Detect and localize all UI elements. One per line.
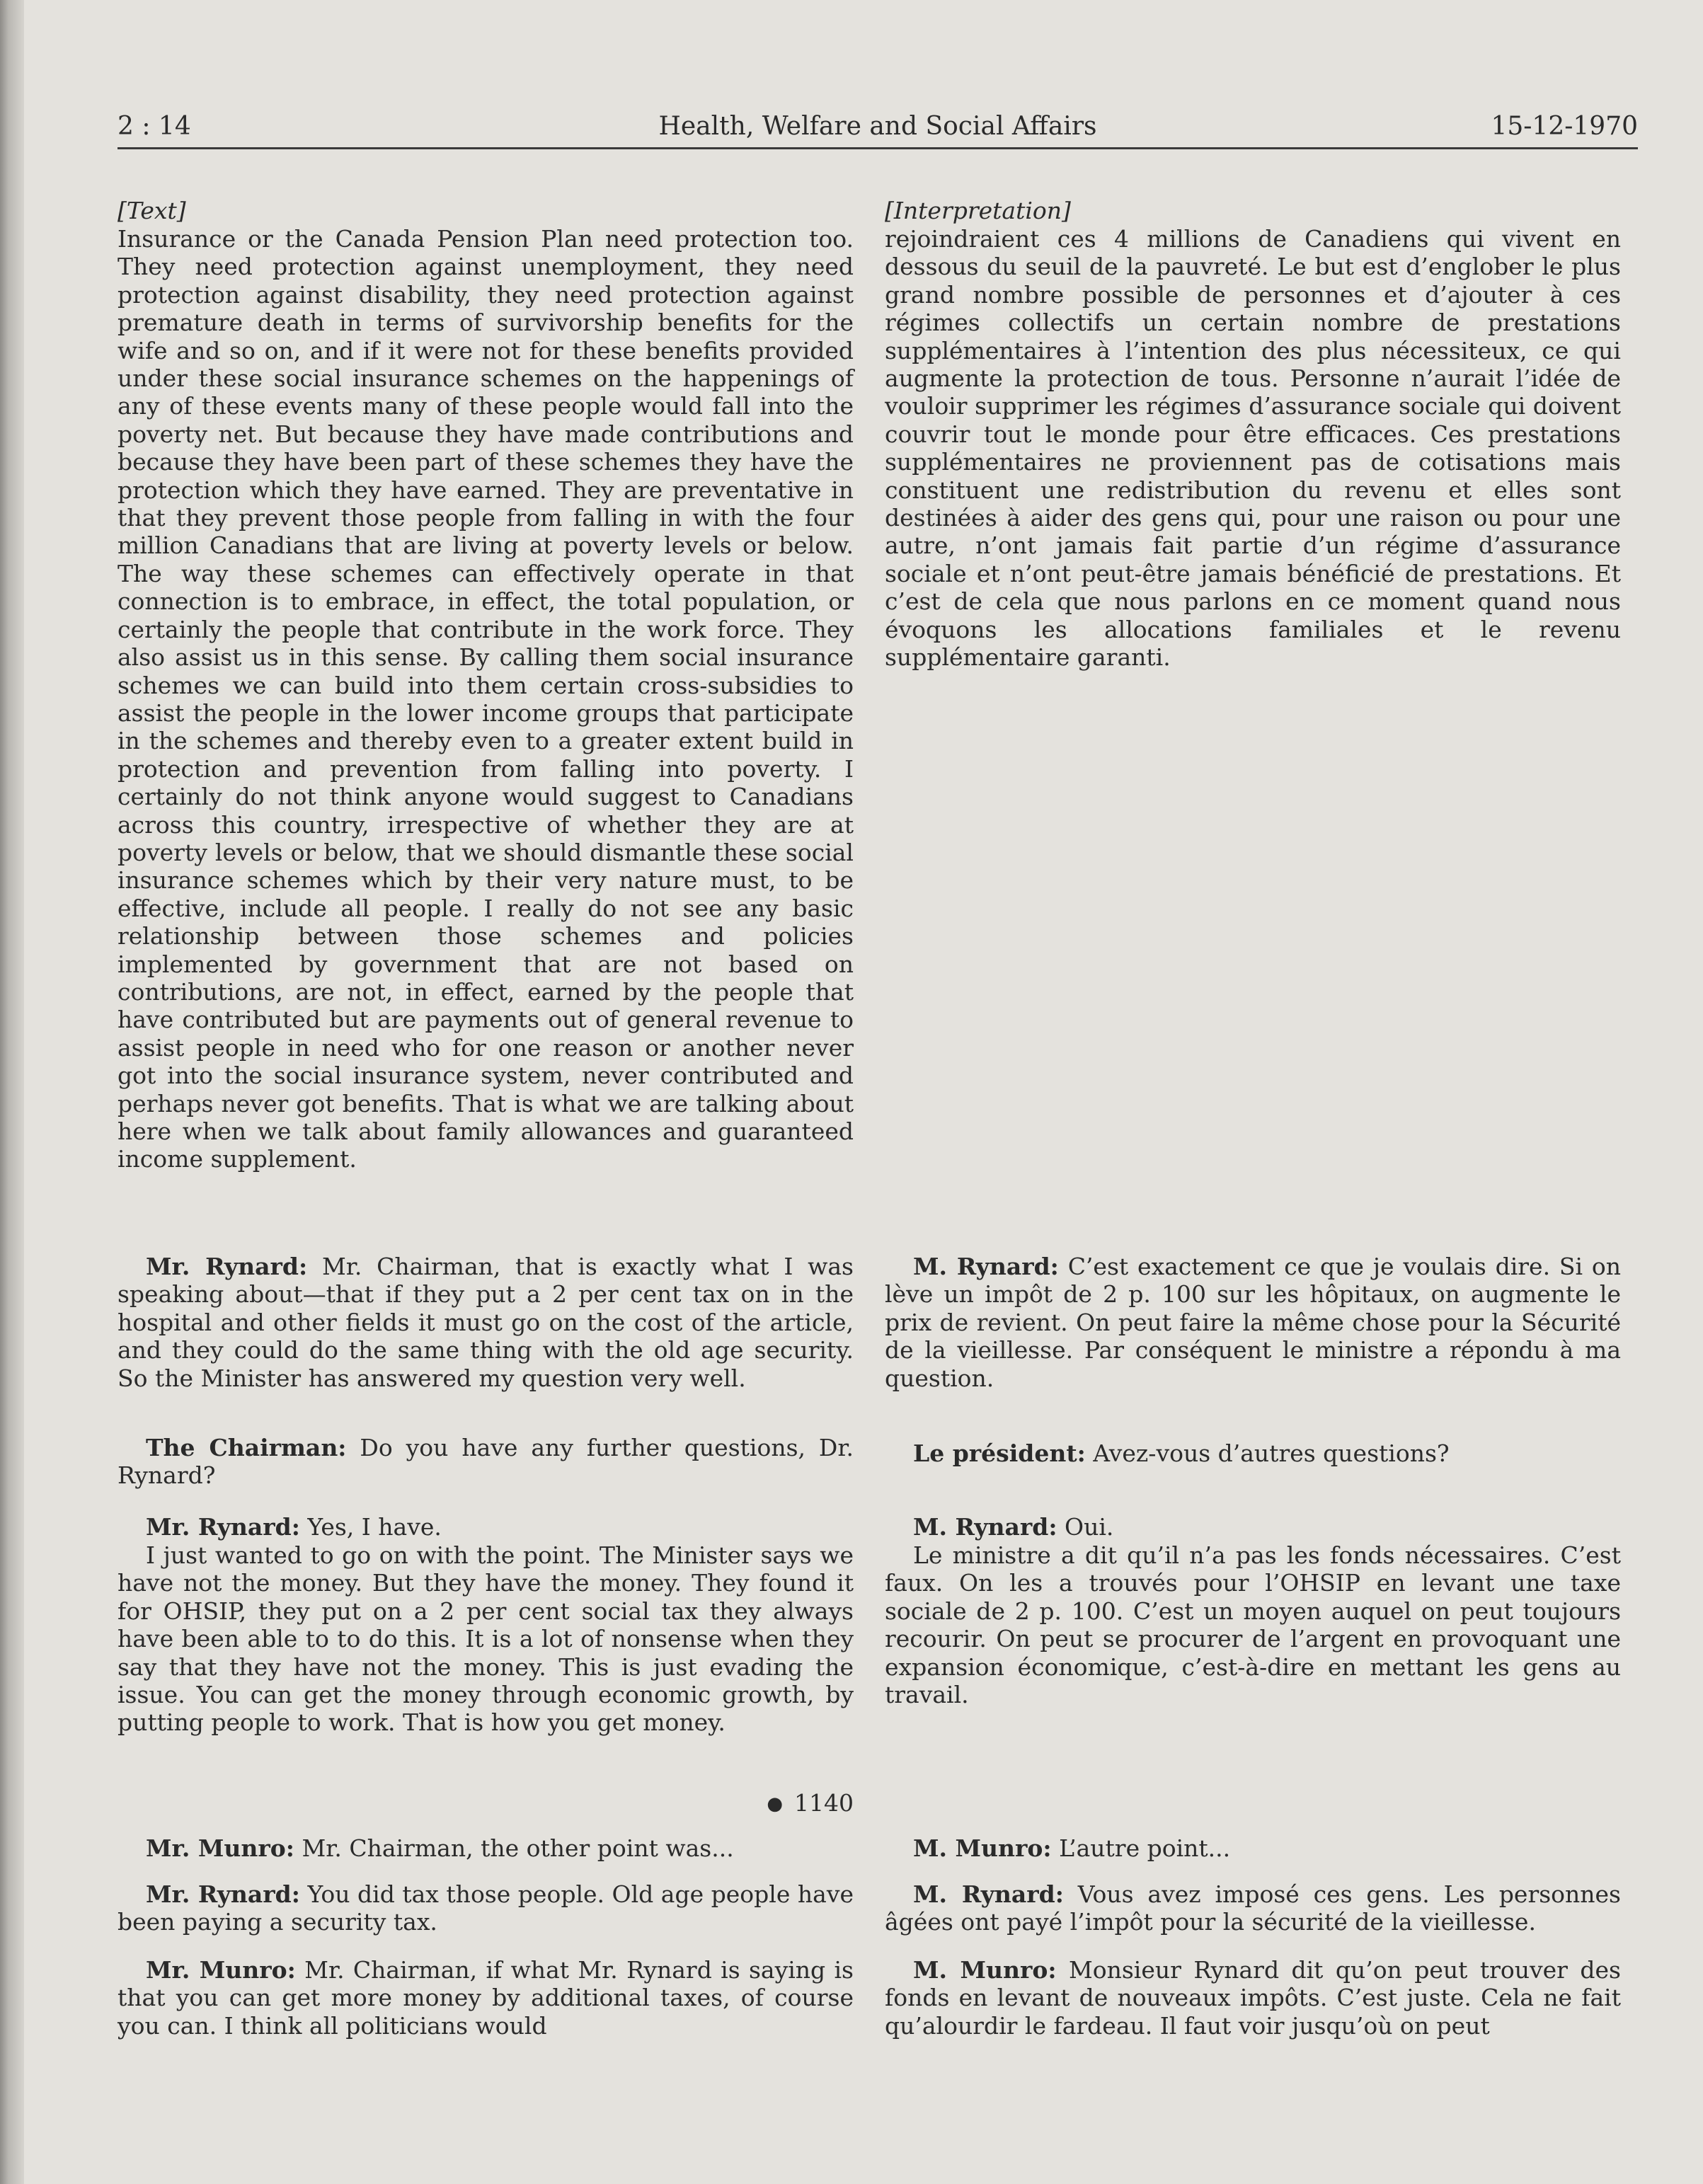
- speech-munro-1-fr: [885, 1834, 1621, 1862]
- speech-text: Avez-vous d’autres questions?: [1093, 1439, 1450, 1467]
- page-number: 2 : 14: [117, 112, 191, 141]
- page-header: [117, 108, 1638, 149]
- french-paragraph: Le ministre a dit qu’il n’a pas les fonds nécessaires. C’est faux. On les a trouvés pour l’OHSIP en levant une taxe sociale de 2 p. 100. C’est un moyen auquel on peut toujours recourir. On peut se procurer de l’argent en provoquant une expansion économique, c’est-à-dire en mettant les gens au travail.: [885, 1541, 1621, 1709]
- speech-munro-2: [117, 1956, 854, 2040]
- speech-text: Oui.: [1065, 1513, 1114, 1541]
- column-label-text: [Text]: [117, 197, 186, 224]
- header-date: 15-12-1970: [1491, 112, 1638, 141]
- speech-chairman: [117, 1434, 854, 1490]
- bullet-icon: ●: [767, 1793, 784, 1815]
- speaker-name: M. Munro:: [913, 1956, 1057, 1984]
- speech-text: Mr. Chairman, if what Mr. Rynard is saying is that you can get more money by additional taxes, of course you can. I think all politicians would: [117, 1956, 854, 2040]
- speaker-name: Mr. Rynard:: [146, 1880, 300, 1908]
- speaker-name: Mr. Munro:: [146, 1834, 294, 1862]
- speech-rynard-1-fr: [885, 1253, 1621, 1392]
- speaker-name: M. Rynard:: [913, 1880, 1064, 1908]
- speaker-name: Mr. Rynard:: [146, 1253, 308, 1280]
- english-paragraph: Insurance or the Canada Pension Plan need protection too. They need protection against unemployment, they need protection against disability, they need protection against premature death in terms of survivorship benefits for the wife and so on, and if it were not for these benefits provided under these social insurance schemes on the happenings of any of these events many of these people would fall into the poverty net. But because they have made contributions and because they have been part of these schemes they have the protection which they have earned. They are preventative in that they prevent those people from falling in with the four million Canadians that are living at poverty levels or below. The way these schemes can effectively operate in that connection is to embrace, in effect, the total population, or certainly the people that contribute in the work force. They also assist us in this sense. By calling them social insurance schemes we can build into them certain cross-subsidies to assist the people in the lower income groups that participate in the schemes and thereby even to a greater extent build in protection and prevention from falling into poverty. I certainly do not think anyone would suggest to Canadians across this country, irrespective of whether they are at poverty levels or below, that we should dismantle these social insurance schemes which by their very nature must, to be effective, include all people. I really do not see any basic relationship between those schemes and policies implemented by government that are not based on contributions, are not, in effect, earned by the people that have contributed but are payments out of general revenue to assist people in need who for one reason or another never got into the social insurance system, never contributed and perhaps never got benefits. That is what we are talking about here when we talk about family allowances and guaranteed income supplement.: [117, 225, 854, 1173]
- speaker-name: M. Munro:: [913, 1834, 1052, 1862]
- column-label-interpretation: [Interpretation]: [885, 197, 1071, 224]
- speech-rynard-2-fr: [885, 1513, 1621, 1541]
- speaker-name: Le président:: [913, 1439, 1086, 1467]
- time-marker: [117, 1789, 854, 1819]
- speech-rynard-3-fr: [885, 1880, 1621, 1936]
- french-paragraph: rejoindraient ces 4 millions de Canadiens qui vivent en dessous du seuil de la pauvreté. Le but est d’englober le plus grand nombre possible de personnes et d’ajouter à ces régimes collectifs un certain nombre de prestations supplémentaires à l’intention des plus nécessiteux, ce qui augmente la protection de tous. Personne n’aurait l’idée de vouloir supprimer les régimes d’assurance sociale qui doivent couvrir tout le monde pour être efficaces. Ces prestations supplémentaires ne proviennent pas de cotisations mais constituent une redistribution du revenu et elles sont destinées à aider des gens qui, pour une raison ou pour une autre, n’ont jamais fait partie d’un régime d’assurance sociale et n’ont peut-être jamais bénéficié de prestations. Et c’est de cela que nous parlons en ce moment quand nous évoquons les allocations familiales et le revenu supplémentaire garanti.: [885, 225, 1621, 672]
- book-binding-edge: [0, 0, 24, 2184]
- speech-text: Yes, I have.: [307, 1513, 442, 1541]
- speech-text: L’autre point...: [1059, 1834, 1231, 1862]
- speaker-name: Mr. Rynard:: [146, 1513, 300, 1541]
- speech-rynard-1: [117, 1253, 854, 1392]
- speech-text: You did tax those people. Old age people have been paying a security tax.: [117, 1880, 854, 1936]
- speaker-name: Mr. Munro:: [146, 1956, 296, 1984]
- document-page: [24, 0, 1703, 2184]
- english-paragraph: I just wanted to go on with the point. The Minister says we have not the money. But they have the money. They found it for OHSIP, they put on a 2 per cent social tax they always have been able to to do this. It is a lot of nonsense when they say that they have not the money. This is just evading the issue. You can get the money through economic growth, by putting people to work. That is how you get money.: [117, 1541, 854, 1737]
- speaker-name: M. Rynard:: [913, 1513, 1057, 1541]
- running-title: Health, Welfare and Social Affairs: [658, 112, 1097, 141]
- speaker-name: The Chairman:: [146, 1434, 347, 1461]
- speech-text: Mr. Chairman, the other point was...: [302, 1834, 734, 1862]
- speech-president-fr: [885, 1439, 1621, 1467]
- speech-munro-1: [117, 1834, 854, 1862]
- speaker-name: M. Rynard:: [913, 1253, 1059, 1280]
- speech-rynard-2: [117, 1513, 854, 1541]
- speech-munro-2-fr: [885, 1956, 1621, 2040]
- speech-text: Monsieur Rynard dit qu’on peut trouver des fonds en levant de nouveaux impôts. C’est juste. Cela ne fait qu’alourdir le fardeau. Il faut voir jusqu’où on peut: [885, 1956, 1621, 2040]
- speech-text: Vous avez imposé ces gens. Les personnes âgées ont payé l’impôt pour la sécurité de la vieillesse.: [885, 1880, 1621, 1936]
- speech-text: Mr. Chairman, that is exactly what I was speaking about—that if they put a 2 per cent tax on in the hospital and other fields it must go on the cost of the article, and they could do the same thing with the old age security. So the Minister has answered my question very well.: [117, 1253, 854, 1392]
- speech-text: C’est exactement ce que je voulais dire. Si on lève un impôt de 2 p. 100 sur les hôpitaux, on augmente le prix de revient. On peut faire la même chose pour la Sécurité de la vieillesse. Par conséquent le ministre a répondu à ma question.: [885, 1253, 1621, 1392]
- speech-text: Do you have any further questions, Dr. Rynard?: [117, 1434, 854, 1490]
- speech-rynard-3: [117, 1880, 854, 1936]
- time-marker-value: 1140: [794, 1789, 854, 1817]
